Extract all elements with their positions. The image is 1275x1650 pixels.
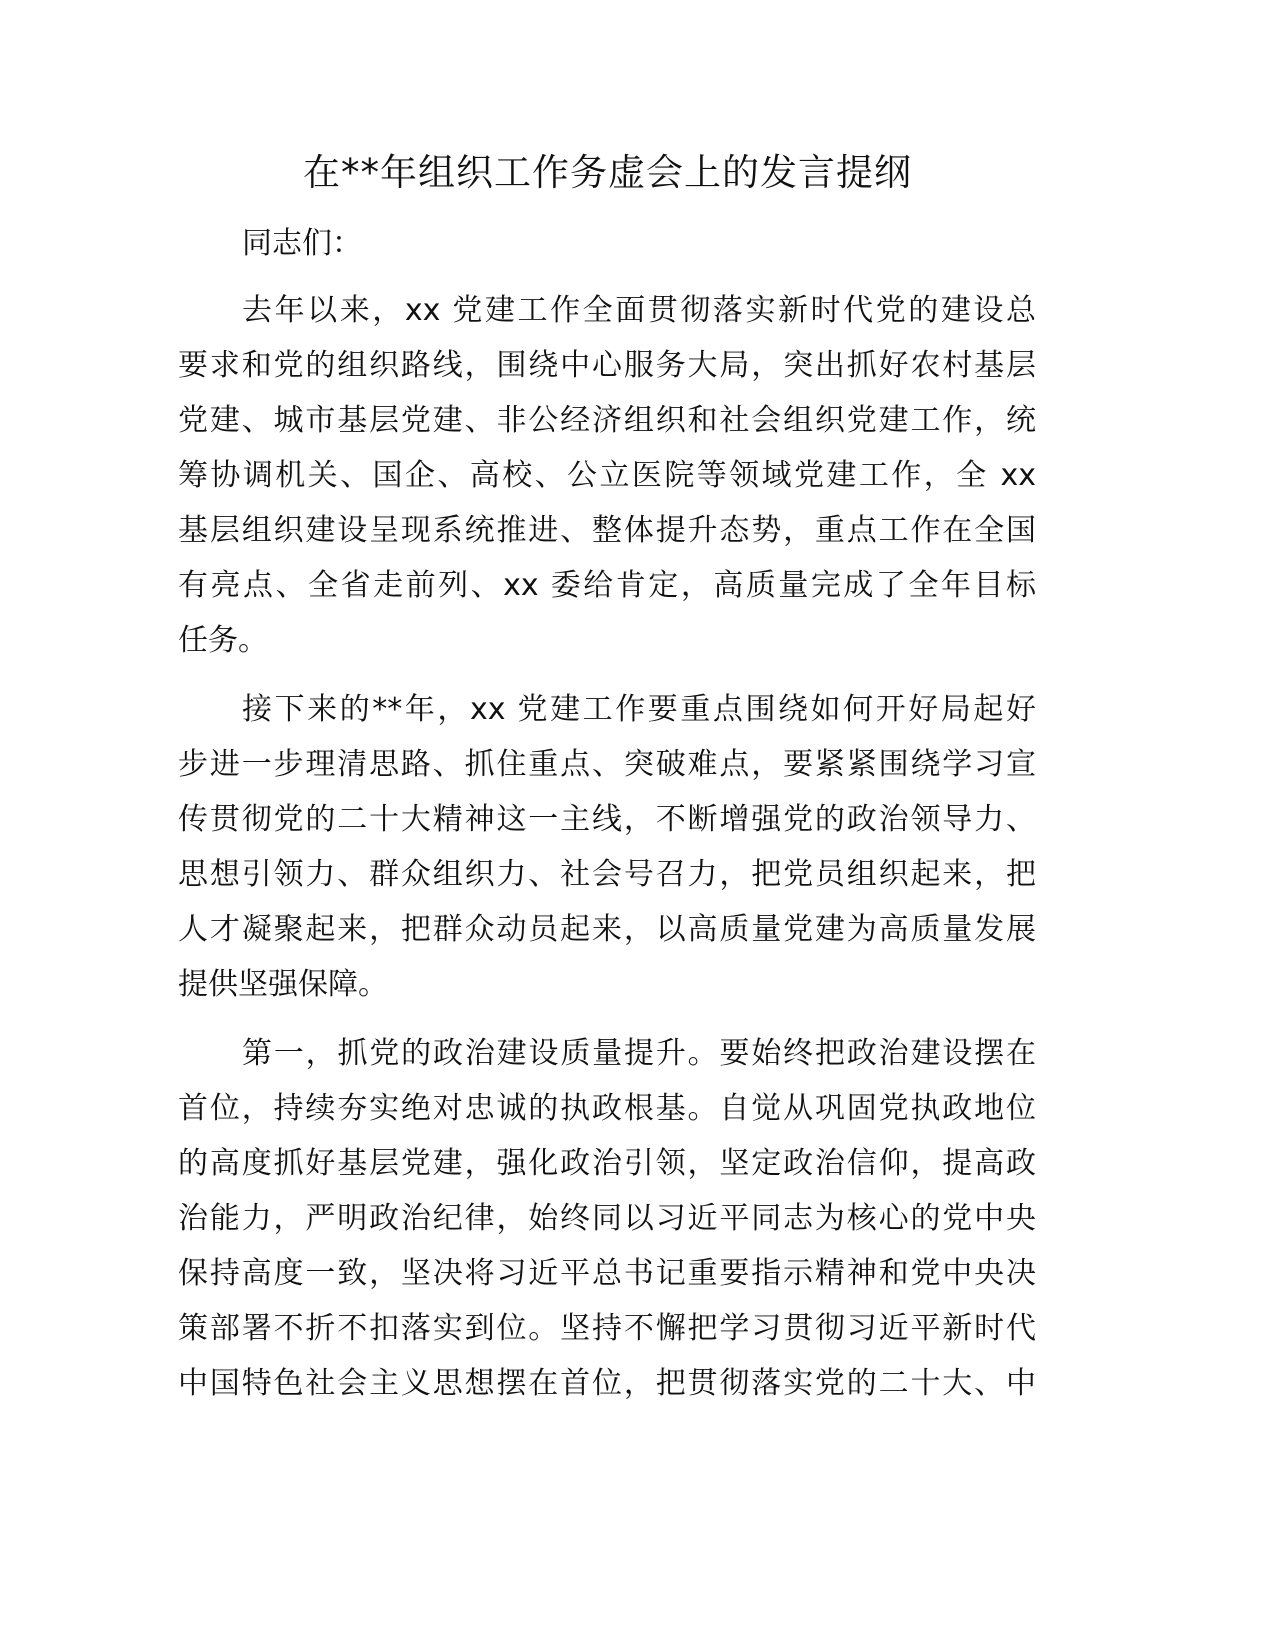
- paragraph-2-line-2: 步进一步理清思路、抓住重点、突破难点，要紧紧围绕学习宣: [178, 747, 1036, 782]
- paragraph-2-line-1: 接下来的**年，xx 党建工作要重点围绕如何开好局起好: [242, 692, 1036, 727]
- paragraph-3-line-6: 策部署不折不扣落实到位。坚持不懈把学习贯彻习近平新时代: [178, 1311, 1036, 1346]
- paragraph-3-line-4: 治能力，严明政治纪律，始终同以习近平同志为核心的党中央: [178, 1201, 1036, 1236]
- paragraph-1-line-6: 有亮点、全省走前列、xx 委给肯定，高质量完成了全年目标: [178, 568, 1036, 603]
- paragraph-1-line-2: 要求和党的组织路线，围绕中心服务大局，突出抓好农村基层: [178, 348, 1036, 383]
- paragraph-1-line-1: 去年以来，xx 党建工作全面贯彻落实新时代党的建设总: [242, 293, 1036, 328]
- paragraph-3-line-2: 首位，持续夯实绝对忠诚的执政根基。自觉从巩固党执政地位: [178, 1091, 1036, 1126]
- paragraph-2-line-4: 思想引领力、群众组织力、社会号召力，把党员组织起来，把: [178, 857, 1036, 892]
- paragraph-3-line-1: 第一，抓党的政治建设质量提升。要始终把政治建设摆在: [242, 1036, 1036, 1071]
- paragraph-1-line-5: 基层组织建设呈现系统推进、整体提升态势，重点工作在全国: [178, 513, 1036, 548]
- paragraph-1-line-7: 任务。: [178, 623, 268, 658]
- paragraph-2-line-3: 传贯彻党的二十大精神这一主线，不断增强党的政治领导力、: [178, 802, 1036, 837]
- paragraph-1-line-4: 筹协调机关、国企、高校、公立医院等领域党建工作，全 xx: [178, 458, 1036, 493]
- salutation: 同志们：: [242, 226, 362, 261]
- paragraph-2-line-5: 人才凝聚起来，把群众动员起来，以高质量党建为高质量发展: [178, 912, 1036, 947]
- document-title: 在**年组织工作务虚会上的发言提纲: [303, 151, 912, 194]
- paragraph-3-line-7: 中国特色社会主义思想摆在首位，把贯彻落实党的二十大、中: [178, 1366, 1036, 1401]
- paragraph-3-line-3: 的高度抓好基层党建，强化政治引领，坚定政治信仰，提高政: [178, 1146, 1036, 1181]
- paragraph-2-line-6: 提供坚强保障。: [178, 967, 388, 1002]
- paragraph-1-line-3: 党建、城市基层党建、非公经济组织和社会组织党建工作，统: [178, 403, 1036, 438]
- paragraph-3-line-5: 保持高度一致，坚决将习近平总书记重要指示精神和党中央决: [178, 1256, 1036, 1291]
